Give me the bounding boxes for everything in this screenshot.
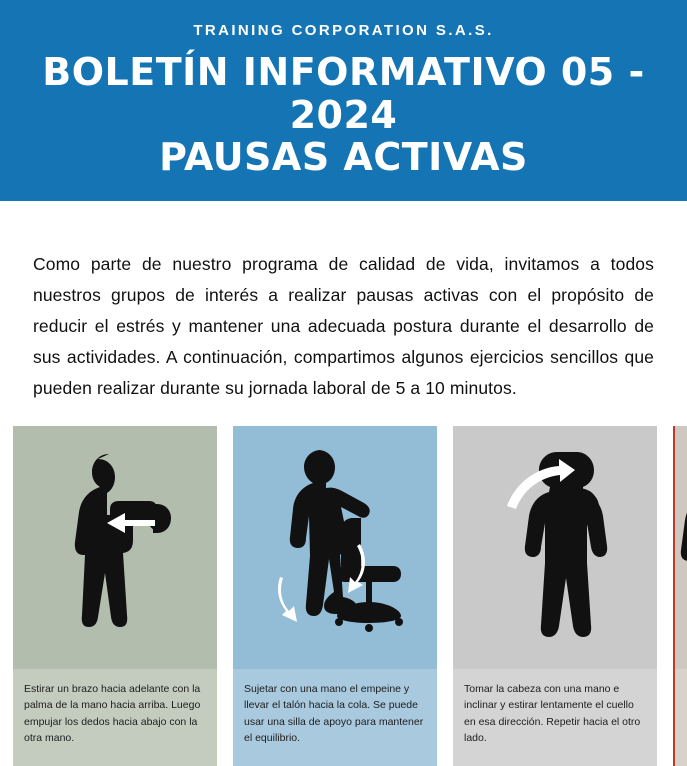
- partial-caption: [673, 669, 687, 766]
- exercise-card-partial: [673, 426, 687, 766]
- page-header: [0, 0, 687, 201]
- page-title: [20, 51, 667, 179]
- quad-stretch-illustration: [233, 426, 437, 669]
- person-quad-stretch-chair-icon: [233, 426, 437, 669]
- exercise-card-quad-stretch: [233, 426, 437, 766]
- arm-stretch-illustration: [13, 426, 217, 669]
- neck-stretch-caption: Tomar la cabeza con una mano e inclinar y estirar lentamente el cuello en esa dirección. Repetir hacia el otro lado.: [453, 669, 657, 766]
- quad-stretch-caption: Sujetar con una mano el empeine y llevar el talón hacia la cola. Se puede usar una silla de apoyo para mantener el equilibrio.: [233, 669, 437, 766]
- neck-stretch-illustration: [453, 426, 657, 669]
- intro-paragraph: Como parte de nuestro programa de calidad de vida, invitamos a todos nuestros grupos de interés a realizar pausas activas con el propósito de reducir el estrés y mantener una adecuada postura durante el desarrollo de sus actividades. A continuación, compartimos algunos ejercicios sencillos que pueden realizar durante su jornada laboral de 5 a 10 minutos.: [33, 253, 654, 399]
- person-arm-stretch-icon: [13, 426, 217, 669]
- page-title-line1: BOLETÍN INFORMATIVO 05 - 2024: [42, 50, 645, 137]
- page-title-line2: PAUSAS ACTIVAS: [159, 135, 528, 180]
- exercise-cards: [13, 426, 687, 766]
- partial-illustration: [673, 426, 687, 669]
- intro-section: [0, 201, 687, 405]
- person-neck-stretch-icon: [453, 426, 657, 669]
- exercise-card-neck-stretch: [453, 426, 657, 766]
- person-stretch-icon: [673, 426, 687, 669]
- company-name: TRAINING CORPORATION S.A.S.: [193, 22, 494, 39]
- exercise-card-arm-stretch: [13, 426, 217, 766]
- arm-stretch-caption: Estirar un brazo hacia adelante con la palma de la mano hacia arriba. Luego empujar los dedos hacia abajo con la otra mano.: [13, 669, 217, 766]
